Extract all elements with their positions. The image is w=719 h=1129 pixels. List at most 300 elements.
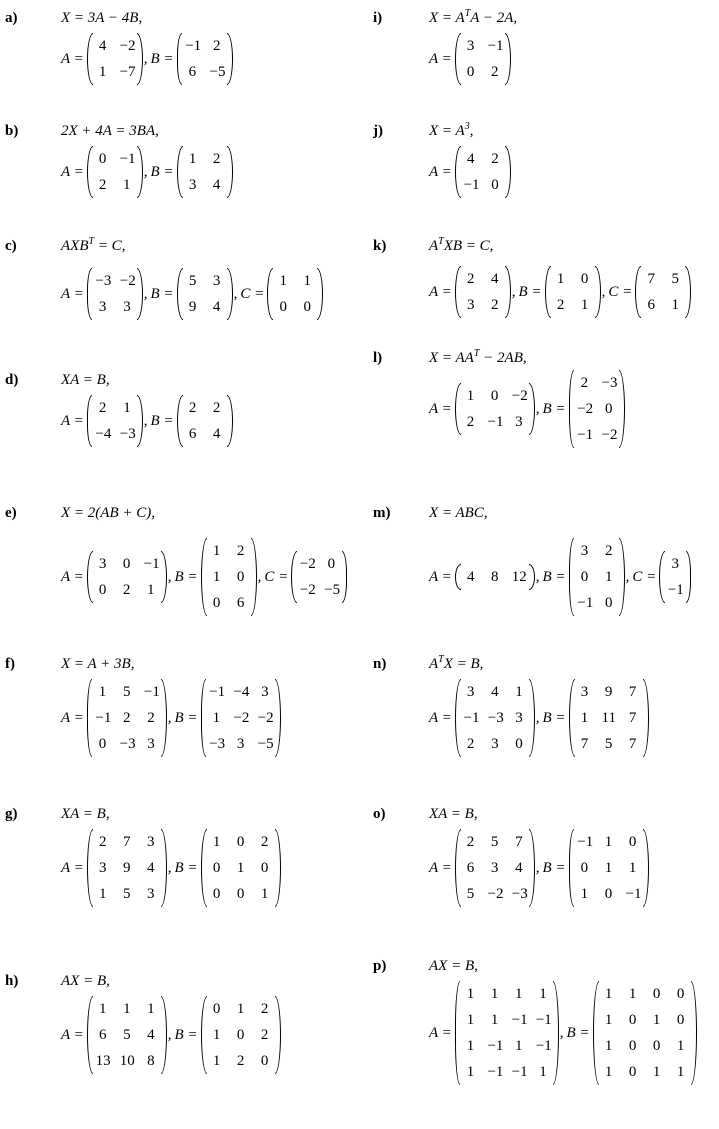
matrix-cell: −3 (209, 736, 226, 752)
matrix-cell: 1 (556, 271, 565, 287)
matrix-grid (207, 996, 275, 1074)
matrix (593, 981, 697, 1085)
matrix-label: A = (61, 50, 84, 67)
matrix-cell: 0 (236, 886, 245, 902)
problem-equation (61, 238, 125, 254)
matrix-definitions (61, 395, 233, 447)
separator-comma: , (257, 568, 262, 585)
matrix-cell: 1 (539, 986, 547, 1002)
matrix-label: B = (518, 283, 542, 300)
matrix-cell: 3 (515, 414, 523, 430)
matrix-cell: 0 (490, 388, 499, 404)
matrix-cell: 7 (123, 834, 131, 850)
matrix-cell: 1 (466, 1038, 475, 1054)
matrix-cell: 1 (604, 986, 613, 1002)
matrix (569, 370, 625, 448)
matrix-label: B = (174, 568, 198, 585)
matrix-cell: 0 (212, 860, 221, 876)
matrix (87, 268, 143, 320)
equation-text: X = A + 3B, (61, 656, 135, 672)
matrix-cell: 4 (147, 1027, 155, 1043)
matrix-cell: 7 (515, 834, 523, 850)
matrix-cell: 1 (515, 1038, 523, 1054)
equation-superscript: T (438, 236, 444, 247)
right-paren (275, 829, 281, 907)
matrix (87, 551, 167, 603)
matrix (201, 679, 281, 757)
matrix-cell: 3 (98, 299, 107, 315)
matrix-label: B = (150, 412, 174, 429)
matrix-cell: 3 (466, 684, 475, 700)
separator-comma: , (143, 285, 148, 302)
matrix-cell: 5 (123, 1027, 131, 1043)
matrix-cell: 1 (212, 710, 221, 726)
matrix-grid (461, 829, 530, 907)
equation-text: A (429, 656, 439, 672)
matrix-cell: 0 (676, 986, 685, 1002)
problem-letter: c) (5, 238, 17, 254)
matrix-grid (641, 266, 685, 318)
separator-comma: , (559, 1024, 564, 1041)
matrix-grid (665, 551, 686, 603)
matrix-cell: −3 (601, 375, 618, 391)
matrix-cell: −2 (299, 582, 316, 598)
matrix-cell: 2 (260, 834, 269, 850)
matrix-label: A = (429, 859, 452, 876)
problem-equation (429, 350, 527, 366)
matrix-cell: 1 (628, 860, 637, 876)
matrix-cell: −5 (209, 64, 226, 80)
matrix-cell: 7 (628, 710, 637, 726)
matrix-grid (93, 33, 137, 85)
matrix-label: A = (61, 1026, 84, 1043)
matrix-grid (207, 538, 251, 616)
problem-equation (61, 973, 110, 989)
matrix-cell: 0 (236, 569, 245, 585)
matrix-cell: 1 (539, 1064, 547, 1080)
matrix (201, 829, 281, 907)
matrix-cell: 1 (98, 1001, 107, 1017)
matrix-cell: 2 (122, 582, 131, 598)
matrix-cell: 0 (605, 401, 613, 417)
matrix-cell: 0 (260, 860, 269, 876)
matrix-cell: 1 (490, 1012, 499, 1028)
matrix-cell: −1 (625, 886, 642, 902)
matrix-cell: 3 (147, 736, 155, 752)
right-paren (505, 146, 511, 198)
matrix-cell: 0 (98, 151, 107, 167)
matrix-cell: −1 (511, 1012, 528, 1028)
matrix-cell: 4 (212, 177, 221, 193)
matrix-cell: 0 (98, 736, 107, 752)
matrix-cell: −2 (233, 710, 250, 726)
problem-equation (429, 238, 493, 254)
matrix-cell: −5 (324, 582, 341, 598)
matrix-cell: 1 (604, 1038, 613, 1054)
equation-text-tail: X = B, (443, 656, 484, 672)
matrix-grid (461, 146, 505, 198)
matrix-cell: −1 (487, 38, 504, 54)
matrix-cell: 1 (652, 1064, 661, 1080)
matrix-cell: 1 (212, 543, 221, 559)
matrix-grid (207, 829, 275, 907)
matrix-cell: −5 (257, 736, 274, 752)
equation-text: X = ABC, (429, 505, 488, 521)
matrix (177, 395, 233, 447)
matrix-label: A = (429, 709, 452, 726)
matrix-label: A = (429, 283, 452, 300)
matrix-cell: −1 (577, 834, 594, 850)
matrix-cell: −2 (511, 388, 528, 404)
right-paren (619, 370, 625, 448)
problem-equation (429, 10, 517, 26)
matrix-label: A = (61, 163, 84, 180)
equation-superscript: T (88, 236, 95, 247)
matrix-cell: 2 (491, 297, 499, 313)
matrix-cell: 3 (99, 860, 107, 876)
separator-comma: , (143, 412, 148, 429)
matrix-grid (461, 383, 530, 435)
equation-text: XA = B, (429, 806, 478, 822)
equation-text: XA = B, (61, 806, 110, 822)
matrix-cell: 1 (188, 151, 197, 167)
matrix-cell: 3 (515, 710, 523, 726)
matrix-cell: −1 (667, 582, 684, 598)
matrix-cell: −1 (209, 684, 226, 700)
matrix-cell: 3 (236, 736, 245, 752)
matrix (177, 33, 233, 85)
matrix-cell: 6 (466, 860, 475, 876)
matrix-cell: 1 (605, 569, 613, 585)
matrix-cell: 0 (466, 64, 475, 80)
matrix (87, 679, 167, 757)
matrix-cell: 0 (236, 834, 245, 850)
equation-text: X = A (429, 123, 465, 139)
equation-text: 2X + 4A = 3BA, (61, 123, 159, 139)
matrix-cell: −1 (535, 1012, 552, 1028)
problem-letter: m) (373, 505, 391, 521)
matrix-cell: 0 (279, 299, 287, 315)
matrix-cell: 2 (466, 736, 475, 752)
matrix-cell: −3 (119, 736, 136, 752)
matrix (267, 268, 323, 320)
matrix-cell: 6 (98, 1027, 107, 1043)
matrix (177, 268, 233, 320)
matrix-cell: 3 (580, 684, 589, 700)
matrix-cell: 4 (491, 684, 499, 700)
matrix-cell: 1 (515, 986, 523, 1002)
matrix-label: B = (174, 1026, 198, 1043)
matrix-grid (93, 829, 161, 907)
matrix-label: A = (61, 859, 84, 876)
equation-text: XA = B, (61, 372, 110, 388)
right-paren (227, 395, 233, 447)
separator-comma: , (535, 709, 540, 726)
equation-text-tail: , (469, 123, 474, 139)
matrix-grid (92, 679, 161, 757)
matrix-label: C = (240, 285, 265, 302)
matrix-cell: 0 (628, 1064, 637, 1080)
matrix-definitions (61, 146, 233, 198)
matrix-cell: 1 (147, 1001, 155, 1017)
matrix-cell: 1 (604, 860, 613, 876)
matrix-cell: −1 (119, 151, 136, 167)
matrix-cell: 0 (212, 1001, 221, 1017)
matrix-cell: 0 (236, 1027, 245, 1043)
matrix-cell: 2 (98, 177, 107, 193)
right-paren (686, 551, 692, 603)
right-paren (643, 679, 649, 757)
matrix-cell: 0 (212, 595, 221, 611)
matrix-cell: 1 (212, 1053, 221, 1069)
matrix-grid (92, 268, 137, 320)
matrix-label: C = (608, 283, 633, 300)
problem-letter: l) (373, 350, 383, 366)
matrix-cell: 0 (605, 595, 613, 611)
matrix-grid (93, 996, 161, 1074)
right-paren (227, 146, 233, 198)
matrix-grid (206, 679, 275, 757)
matrix-cell: −2 (257, 710, 274, 726)
matrix-cell: 2 (466, 414, 475, 430)
matrix-cell: 1 (676, 1038, 685, 1054)
matrix-cell: 1 (260, 886, 269, 902)
matrix-cell: 1 (580, 886, 589, 902)
problem-letter: e) (5, 505, 17, 521)
matrix-cell: 2 (99, 834, 107, 850)
right-paren (275, 679, 281, 757)
matrix (455, 564, 535, 590)
equation-superscript: T (464, 8, 471, 19)
matrix-cell: 5 (123, 886, 131, 902)
matrix-cell: 1 (98, 64, 107, 80)
equation-text: X = 2(AB + C), (61, 505, 155, 521)
problem-equation (61, 656, 134, 672)
matrix-cell: 3 (261, 684, 269, 700)
matrix-cell: 5 (188, 273, 197, 289)
matrix-label: A = (61, 412, 84, 429)
matrix-cell: −1 (95, 710, 112, 726)
right-paren (342, 551, 348, 603)
matrix-cell: 2 (491, 151, 499, 167)
matrix-definitions (429, 829, 649, 907)
matrix-grid (575, 679, 643, 757)
separator-comma: , (143, 163, 148, 180)
matrix-cell: 0 (327, 556, 336, 572)
matrix-cell: 2 (212, 151, 221, 167)
matrix-cell: 2 (260, 1027, 269, 1043)
matrix-cell: −3 (95, 273, 112, 289)
separator-comma: , (167, 709, 172, 726)
matrix-cell: −2 (577, 401, 594, 417)
matrix-cell: −4 (233, 684, 250, 700)
matrix-cell: 1 (123, 1001, 131, 1017)
matrix-grid (273, 268, 317, 320)
matrix-grid (461, 564, 529, 590)
matrix (455, 266, 511, 318)
equation-text: A (429, 238, 439, 254)
matrix-label: B = (174, 709, 198, 726)
matrix-cell: 0 (580, 271, 589, 287)
matrix-cell: −2 (299, 556, 316, 572)
matrix (87, 33, 143, 85)
matrix (455, 679, 535, 757)
matrix-grid (93, 146, 137, 198)
problem-equation (429, 656, 483, 672)
matrix-cell: 3 (98, 556, 107, 572)
equation-text-tail: − 2AB, (479, 350, 527, 366)
problem-letter: b) (5, 123, 19, 139)
separator-comma: , (167, 568, 172, 585)
matrix (455, 146, 511, 198)
matrix (177, 146, 233, 198)
separator-comma: , (535, 400, 540, 417)
matrix-cell: 1 (676, 1064, 685, 1080)
matrix-cell: 4 (212, 299, 221, 315)
matrix-cell: 1 (604, 834, 613, 850)
matrix-cell: 4 (515, 860, 523, 876)
matrix (201, 996, 281, 1074)
matrix-cell: 6 (188, 426, 197, 442)
matrix-cell: 1 (212, 834, 221, 850)
matrix-cell: −1 (463, 177, 480, 193)
matrix-label: B = (566, 1024, 590, 1041)
matrix-cell: 1 (604, 1012, 613, 1028)
problem-equation (429, 123, 473, 139)
matrix-cell: 5 (490, 834, 499, 850)
problem-letter: d) (5, 372, 19, 388)
matrix-cell: 8 (147, 1053, 155, 1069)
problem-letter: g) (5, 806, 18, 822)
matrix-cell: 3 (123, 299, 131, 315)
matrix-cell: 3 (490, 860, 499, 876)
matrix (569, 829, 649, 907)
matrix-definitions (61, 679, 281, 757)
right-paren (275, 996, 281, 1074)
matrix-cell: 1 (671, 297, 679, 313)
problem-letter: k) (373, 238, 387, 254)
matrix-cell: 2 (236, 1053, 245, 1069)
matrix (291, 551, 347, 603)
matrix (569, 538, 625, 616)
matrix-cell: −3 (119, 426, 136, 442)
equation-text: AX = B, (61, 973, 110, 989)
matrix (455, 383, 535, 435)
matrix-cell: 1 (604, 1064, 613, 1080)
matrix-cell: 2 (467, 271, 475, 287)
matrix-cell: 1 (279, 273, 287, 289)
matrix-cell: −1 (511, 1064, 528, 1080)
problem-letter: j) (373, 123, 383, 139)
separator-comma: , (535, 859, 540, 876)
right-paren (227, 33, 233, 85)
separator-comma: , (511, 283, 516, 300)
matrix-cell: 3 (212, 273, 221, 289)
matrix-cell: 0 (628, 1012, 637, 1028)
matrix-cell: 1 (652, 1012, 661, 1028)
separator-comma: , (233, 285, 238, 302)
matrix-cell: 1 (515, 684, 523, 700)
matrix-cell: 0 (580, 860, 589, 876)
problem-equation (429, 806, 478, 822)
matrix-cell: 1 (123, 400, 131, 416)
matrix (87, 395, 143, 447)
matrix-definitions (429, 538, 691, 616)
equation-text-tail: = C, (94, 238, 126, 254)
matrix-label: A = (429, 400, 452, 417)
matrix-cell: −3 (511, 886, 528, 902)
matrix-cell: 3 (671, 556, 679, 572)
matrix-cell: 6 (647, 297, 655, 313)
matrix-cell: 2 (147, 710, 155, 726)
matrix-grid (574, 370, 619, 448)
matrix-cell: 0 (260, 1053, 269, 1069)
matrix-label: C = (264, 568, 289, 585)
matrix-cell: 1 (147, 582, 155, 598)
matrix-cell: 2 (123, 710, 131, 726)
matrix-cell: 5 (604, 736, 613, 752)
matrix-cell: −1 (577, 595, 594, 611)
matrix-cell: 7 (628, 736, 637, 752)
matrix-cell: 2 (188, 400, 197, 416)
matrix-grid (182, 33, 227, 85)
matrix-cell: 10 (119, 1053, 135, 1069)
equation-superscript: 3 (464, 121, 470, 132)
matrix-label: B = (542, 709, 566, 726)
matrix-grid (183, 268, 227, 320)
equation-text: AX = B, (429, 958, 478, 974)
separator-comma: , (167, 859, 172, 876)
matrix-grid (461, 679, 530, 757)
matrix-cell: 1 (466, 388, 475, 404)
matrix-label: A = (61, 568, 84, 585)
problem-equation (429, 505, 488, 521)
matrix-cell: 1 (466, 986, 475, 1002)
matrix-grid (297, 551, 342, 603)
matrix-cell: −4 (95, 426, 112, 442)
matrix-cell: 4 (147, 860, 155, 876)
matrix (455, 33, 511, 85)
matrix-cell: 1 (123, 177, 131, 193)
right-paren (691, 981, 697, 1085)
matrix-grid (183, 146, 227, 198)
matrix-cell: 3 (491, 736, 499, 752)
matrix-cell: 2 (212, 400, 221, 416)
separator-comma: , (143, 50, 148, 67)
matrix-cell: 0 (652, 986, 661, 1002)
matrix-cell: 0 (580, 569, 589, 585)
separator-comma: , (167, 1026, 172, 1043)
problem-equation (429, 958, 478, 974)
problem-letter: p) (373, 958, 387, 974)
matrix-cell: −1 (463, 710, 480, 726)
matrix-cell: 2 (98, 400, 107, 416)
matrix-cell: −1 (535, 1038, 552, 1054)
matrix-definitions (429, 679, 649, 757)
matrix-cell: −1 (487, 1038, 504, 1054)
problem-letter: i) (373, 10, 383, 26)
matrix-cell: 1 (490, 986, 499, 1002)
matrix-label: A = (61, 709, 84, 726)
matrix-cell: 8 (490, 569, 499, 585)
matrix-cell: −2 (601, 427, 618, 443)
matrix-definitions (61, 268, 323, 320)
matrix-cell: 1 (466, 1064, 475, 1080)
matrix-label: B = (542, 568, 566, 585)
matrix-cell: 5 (123, 684, 131, 700)
matrix-cell: −1 (487, 1064, 504, 1080)
matrix (87, 829, 167, 907)
